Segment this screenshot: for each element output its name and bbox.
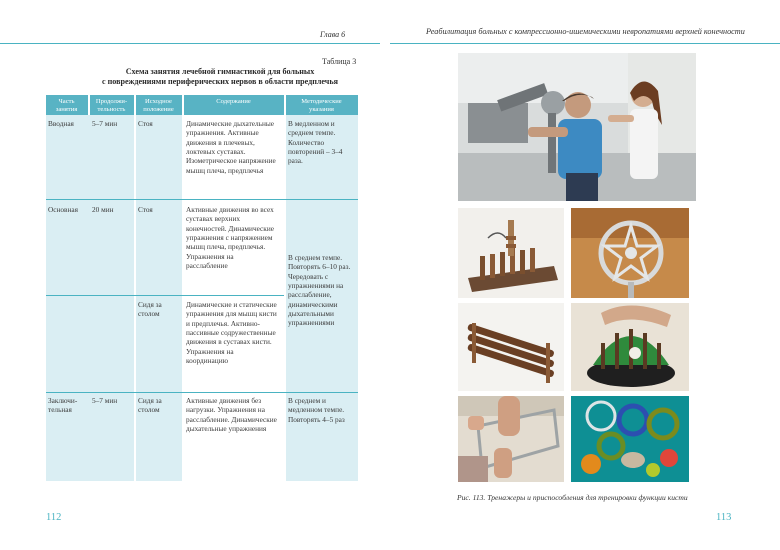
bg-col-left — [46, 115, 134, 481]
row-divider — [46, 392, 358, 393]
right-page — [390, 0, 780, 550]
page-number-right: 113 — [716, 512, 732, 523]
page-number-left: 112 — [46, 512, 62, 523]
row2-position: Стоя — [138, 205, 153, 214]
header-rule — [390, 43, 780, 44]
row2-content: Активные движения во всех суставах верхних конечностей. Динамические упражнения с напряжением мышц плеча, предплечья. Упражнения на расслабление — [186, 205, 274, 270]
photo-rings-and-balls — [571, 396, 689, 482]
table-number: Таблица 3 — [322, 57, 357, 66]
row1-duration: 5–7 мин — [92, 119, 118, 128]
header-content: Содержание — [184, 95, 284, 115]
row1-position: Стоя — [138, 119, 153, 128]
photo-green-dome-trainer — [571, 303, 689, 391]
photo-roller-massager — [458, 303, 564, 391]
header-duration: Продолжи-тельность — [90, 95, 134, 115]
row4-content: Активные движения без нагрузки. Упражнения на расслабление. Динамические дыхательные упражнения — [186, 396, 277, 433]
header-notes: Методические указания — [286, 95, 358, 115]
photo-wooden-pegboard — [458, 208, 564, 298]
figure-caption: Рис. 113. Тренажеры и приспособления для тренировки функции кисти — [457, 493, 688, 502]
table-title — [75, 67, 365, 87]
table-title-line-2: с повреждениями периферических нервов в области предплечья — [101, 77, 339, 87]
photo-star-puzzle — [571, 208, 689, 298]
photo-hand-grip-frame — [458, 396, 564, 482]
row3-position: Сидя за столом — [138, 300, 162, 319]
row4-notes: В среднем и медленном темпе. Повторять 4–5 раз — [288, 396, 345, 424]
row4-duration: 5–7 мин — [92, 396, 118, 405]
running-head-chapter: Глава 6 — [320, 30, 346, 39]
row4-position: Сидя за столом — [138, 396, 162, 415]
row2-duration: 20 мин — [92, 205, 114, 214]
header-rule — [0, 43, 380, 44]
row1-content: Динамические дыхательные упражнения. Активные движения в плечевых, локтевых суставах. Изометрическое напряжение мышц плеча, предплечья — [186, 119, 276, 175]
row-divider — [46, 199, 358, 200]
header-part: Часть занятия — [46, 95, 88, 115]
row4-part: Заключи-тельная — [48, 396, 78, 415]
header-position: Исходное положение — [136, 95, 182, 115]
row2-part: Основная — [48, 205, 79, 214]
row2-notes: В среднем темпе. Повторять 6–10 раз. Чередовать с упражнениями на расслабление, динамическими дыхательными упражнениями — [288, 253, 351, 328]
table-title-line-1: Схема занятия лечебной гимнастикой для больных — [125, 67, 315, 76]
row1-part: Вводная — [48, 119, 74, 128]
row3-content: Динамические и статические упражнения для мышц кисти и предплечья. Активно-пассивные содружественные движения в суставах кисти. Упражнения на координацию — [186, 300, 277, 365]
photo-patient-training — [458, 53, 696, 201]
row1-notes: В медленном и среднем темпе. Количество повторений – 3–4 раза. — [288, 119, 343, 166]
exercise-table — [46, 95, 358, 481]
running-head-section: Реабилитация больных с компрессионно-ишемическими невропатиями верхней конечности — [426, 27, 745, 36]
row-divider — [46, 295, 284, 296]
